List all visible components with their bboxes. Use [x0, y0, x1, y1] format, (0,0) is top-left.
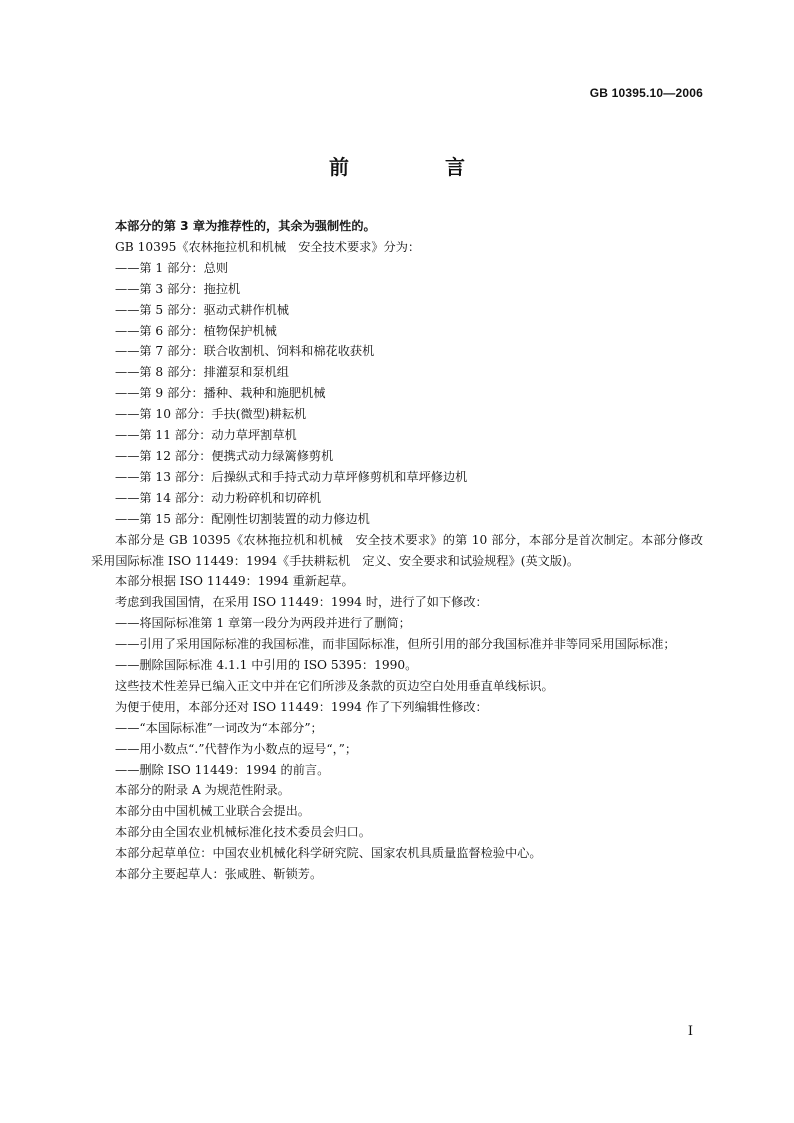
list-item-part-6: ——第 6 部分：植物保护机械 [115, 323, 277, 338]
paragraph-committee: 本部分由全国农业机械标准化技术委员会归口。 [115, 825, 371, 840]
paragraph-adoption: 本部分是 GB 10395《农林拖拉机和机械 安全技术要求》的第 10 部分，本部分是首次制定。本部分修改采用国际标准 ISO 11449：1994《手扶耕耘机 定义、安全要求和试验规程》(英文版)。 [91, 532, 703, 568]
paragraph-proposer: 本部分由中国机械工业联合会提出。 [115, 804, 310, 819]
list-item-part-3: ——第 3 部分：拖拉机 [115, 281, 241, 296]
foreword-body [91, 216, 703, 885]
list-item-editorial-1: ——“本国际标准”一词改为“本部分”； [115, 720, 323, 735]
list-item-modification-2: ——引用了采用国际标准的我国标准，而非国际标准，但所引用的部分我国标准并非等同采用国际标准； [115, 637, 676, 652]
paragraph-technical-differences: 这些技术性差异已编入正文中并在它们所涉及条款的页边空白处用垂直单线标识。 [115, 678, 554, 693]
paragraph-drafters: 本部分主要起草人：张咸胜、靳锁芳。 [115, 867, 323, 882]
paragraph-modifications-intro: 考虑到我国国情，在采用 ISO 11449：1994 时，进行了如下修改： [115, 595, 488, 610]
list-item-part-14: ——第 14 部分：动力粉碎机和切碎机 [115, 490, 322, 505]
list-item-modification-1: ——将国际标准第 1 章第一段分为两段并进行了删简； [115, 616, 411, 631]
paragraph-annex: 本部分的附录 A 为规范性附录。 [115, 783, 290, 798]
list-item-part-15: ——第 15 部分：配刚性切割装置的动力修边机 [115, 511, 370, 526]
list-item-modification-3: ——删除国际标准 4.1.1 中引用的 ISO 5395：1990。 [115, 658, 418, 673]
list-item-part-12: ——第 12 部分：便携式动力绿篱修剪机 [115, 448, 334, 463]
list-item-editorial-3: ——删除 ISO 11449：1994 的前言。 [115, 762, 330, 777]
standard-code: GB 10395.10—2006 [589, 86, 703, 100]
page-title: 前 言 [329, 155, 503, 179]
paragraph-chapter-note: 本部分的第 3 章为推荐性的，其余为强制性的。 [115, 219, 376, 233]
list-item-part-1: ——第 1 部分：总则 [115, 260, 229, 275]
page-number: I [687, 1024, 693, 1039]
list-item-part-10: ——第 10 部分：手扶(微型)耕耘机 [115, 407, 307, 422]
list-item-part-13: ——第 13 部分：后操纵式和手持式动力草坪修剪机和草坪修边机 [115, 469, 468, 484]
paragraph-redraft: 本部分根据 ISO 11449：1994 重新起草。 [115, 574, 354, 589]
list-item-part-9: ——第 9 部分：播种、栽种和施肥机械 [115, 386, 326, 401]
list-item-part-5: ——第 5 部分：驱动式耕作机械 [115, 302, 289, 317]
list-item-part-11: ——第 11 部分：动力草坪割草机 [115, 428, 297, 443]
paragraph-series-intro: GB 10395《农林拖拉机和机械 安全技术要求》分为： [115, 239, 421, 254]
list-item-editorial-2: ——用小数点“.”代替作为小数点的逗号“，”； [115, 741, 358, 756]
paragraph-editorial-intro: 为便于使用，本部分还对 ISO 11449：1994 作了下列编辑性修改： [115, 699, 488, 714]
list-item-part-7: ——第 7 部分：联合收割机、饲料和棉花收获机 [115, 344, 375, 359]
list-item-part-8: ——第 8 部分：排灌泵和泵机组 [115, 365, 289, 380]
paragraph-drafting-units: 本部分起草单位：中国农业机械化科学研究院、国家农机具质量监督检验中心。 [115, 846, 542, 861]
